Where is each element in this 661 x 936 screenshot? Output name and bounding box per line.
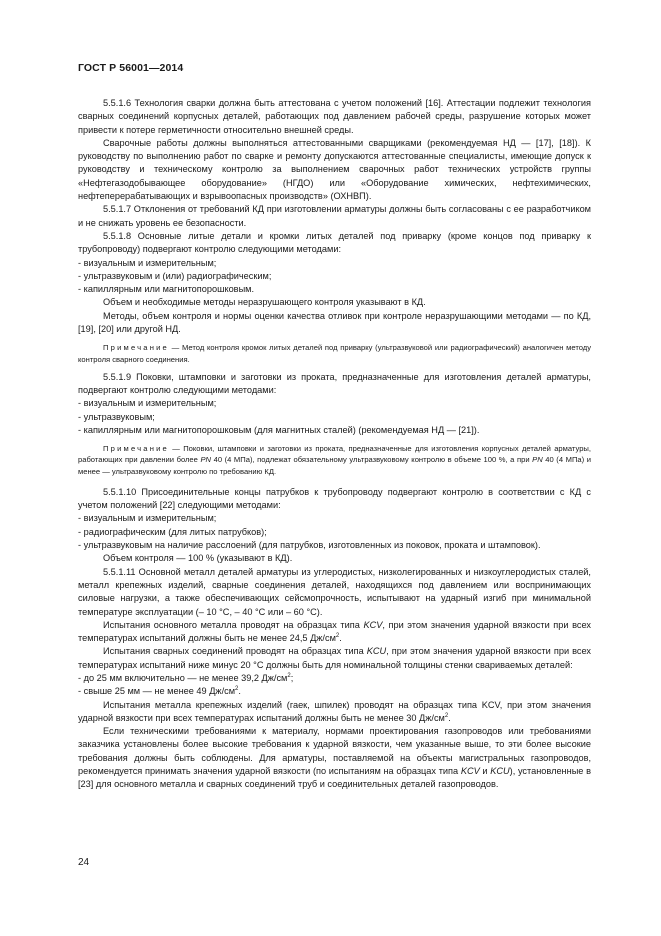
paragraph: 5.5.1.8 Основные литые детали и кромки литых деталей под приварку (кроме концов под приварку к трубопроводу) подвергают контролю следующими методами: <box>78 230 591 255</box>
text: Испытания металла крепежных изделий (гаек, шпилек) проводят на образцах типа KCV, при этом значения ударной вязкости при всех температурах испытаний должны быть не менее 30 Дж/см <box>78 699 591 723</box>
list-item: - капиллярным или магнитопорошковым. <box>78 284 255 295</box>
list-item: - капиллярным или магнитопорошковым (для магнитных сталей) (рекомендуемая НД — [21]). <box>78 424 480 435</box>
document-body <box>78 97 591 792</box>
superscript: 2 <box>287 672 291 679</box>
list-item: - ультразвуковым и (или) радиографическим; <box>78 270 272 281</box>
text: Испытания основного металла проводят на образцах типа <box>103 619 364 630</box>
paragraph <box>78 619 591 646</box>
text: и <box>479 766 491 777</box>
paragraph: Методы, объем контроля и нормы оценки качества отливок при контроле неразрушающими методами — по КД, [19], [20] или другой НД. <box>78 310 591 335</box>
list-item: - ультразвуковым на наличие расслоений (для патрубков, изготовленных из поковок, проката и штамповок). <box>78 540 541 551</box>
text: Если техническими требованиями к материалу, нормами проектирования газопроводов или требованиями заказчика установлены более высокие требования к ударной вязкости, чем указанные выше, то эти более высокие требования должны быть соблюдены. Для арматуры, поставляемой на объекты магистральных газопроводов, рекомендуется принимать значения ударной вязкости (по испытаниям на образцах типа <box>78 726 591 777</box>
list-item <box>78 685 591 698</box>
paragraph: 5.5.1.6 Технология сварки должна быть аттестована с учетом положений [16]. Аттестации подлежит технология сварных соединений корпусных деталей, работающих под давлением рабочей среды, разрушение которых может привести к потере герметичности относительно внешней среды. <box>78 98 591 135</box>
superscript: 2 <box>444 712 449 719</box>
text: . <box>238 686 241 697</box>
list-item: - радиографическим (для литых патрубков); <box>78 526 267 537</box>
text: - свыше 25 мм — не менее 49 Дж/см <box>78 686 236 697</box>
text: , при этом значения ударной вязкости при всех температурах испытаний должны быть не менее 24,5 Дж/см <box>78 619 591 644</box>
list-item: - визуальным и измерительным; <box>78 513 217 524</box>
note-pn: PN <box>200 455 212 465</box>
specimen-type: KCV <box>363 619 383 630</box>
text: . <box>339 633 342 644</box>
note-text: — Поковки, штамповки и заготовки из проката, предназначенные для изготовления корпусных деталей арматуры, работающих при давлении более <box>78 444 591 465</box>
paragraph: 5.5.1.9 Поковки, штамповки и заготовки из проката, предназначенные для изготовления деталей арматуры, подвергают контролю следующими методами: <box>78 371 591 396</box>
page-number: 24 <box>78 857 90 868</box>
note-pn: PN <box>532 455 543 465</box>
text: ; <box>290 673 294 683</box>
note <box>78 342 591 364</box>
document-header: ГОСТ Р 56001—2014 <box>78 62 184 74</box>
text: , при этом значения ударной вязкости при всех температурах испытаний ниже минус 20 °С должны быть для номинальной толщины стенки свариваемых деталей: <box>78 646 591 670</box>
list-item: - визуальным и измерительным; <box>78 398 217 409</box>
paragraph <box>78 699 591 726</box>
note-label: Примечание <box>103 343 169 353</box>
specimen-type: KCU <box>366 646 387 657</box>
note <box>78 443 591 477</box>
paragraph: Сварочные работы должны выполняться аттестованными сварщиками (рекомендуемая НД — [17], [18]). К руководству по выполнению работ по сварке и ремонту допускаются аттестованные специалисты, имеющие допуск к руководству и техническому контролю за выполнением сварочных работ технических устройств группы «Нефтегазодобывающее оборудование» (НГДО) или «Оборудование химических, нефтехимических, нефтеперерабатывающих и взрывоопасных производств» (ОХНВП). <box>78 137 591 202</box>
note-text: 40 (4 МПа), подлежат обязательному ультразвуковому контролю в объеме 100 %, а при <box>211 455 533 465</box>
note-text: — Метод контроля кромок литых деталей под приварку (ультразвуковой или радиографический) аналогичен методу контроля сварного соединения. <box>78 343 591 364</box>
paragraph: Объем и необходимые методы неразрушающего контроля указывают в КД. <box>103 297 426 308</box>
note-text: 40 (4 МПа) и менее — ультразвуковому контролю по требованию КД. <box>78 455 591 476</box>
paragraph: 5.5.1.7 Отклонения от требований КД при изготовлении арматуры должны быть согласованы с ее разработчиком и не снижать уровень ее безопасности. <box>78 204 591 228</box>
paragraph <box>78 645 591 672</box>
list-item: - ультразвуковым; <box>78 411 155 422</box>
superscript: 2 <box>235 686 239 693</box>
paragraph <box>78 725 591 791</box>
specimen-type: KCU <box>490 766 510 777</box>
specimen-type: KCV <box>460 766 480 777</box>
note-label: Примечание <box>103 444 169 454</box>
paragraph: Объем контроля — 100 % (указывают в КД). <box>103 553 293 564</box>
text: Испытания сварных соединений проводят на образцах типа <box>103 646 367 657</box>
list-item <box>78 672 591 685</box>
superscript: 2 <box>335 633 340 640</box>
text: ), установленные в [23] для основного металла и сварных соединений труб и соединительных деталей газопроводов. <box>78 766 591 790</box>
text: - до 25 мм включительно — не менее 39,2 Дж/см <box>78 673 288 683</box>
paragraph: 5.5.1.11 Основной металл деталей арматуры из углеродистых, низколегированных и низкоуглеродистых сталей, металл крепежных изделий, сварные соединения деталей, находящихся под давлением или воспринимающих силовые нагрузки, а также обеспечивающих сейсмопрочность, испытывают на ударный изгиб при минимальной температуре эксплуатации (– 10 °С, – 40 °С или – 60 °С). <box>78 566 591 617</box>
text: . <box>448 712 451 723</box>
paragraph: 5.5.1.10 Присоединительные концы патрубков к трубопроводу подвергают контролю в соответствии с КД с учетом положений [22] следующими методами: <box>78 486 591 511</box>
list-item: - визуальным и измерительным; <box>78 257 217 268</box>
